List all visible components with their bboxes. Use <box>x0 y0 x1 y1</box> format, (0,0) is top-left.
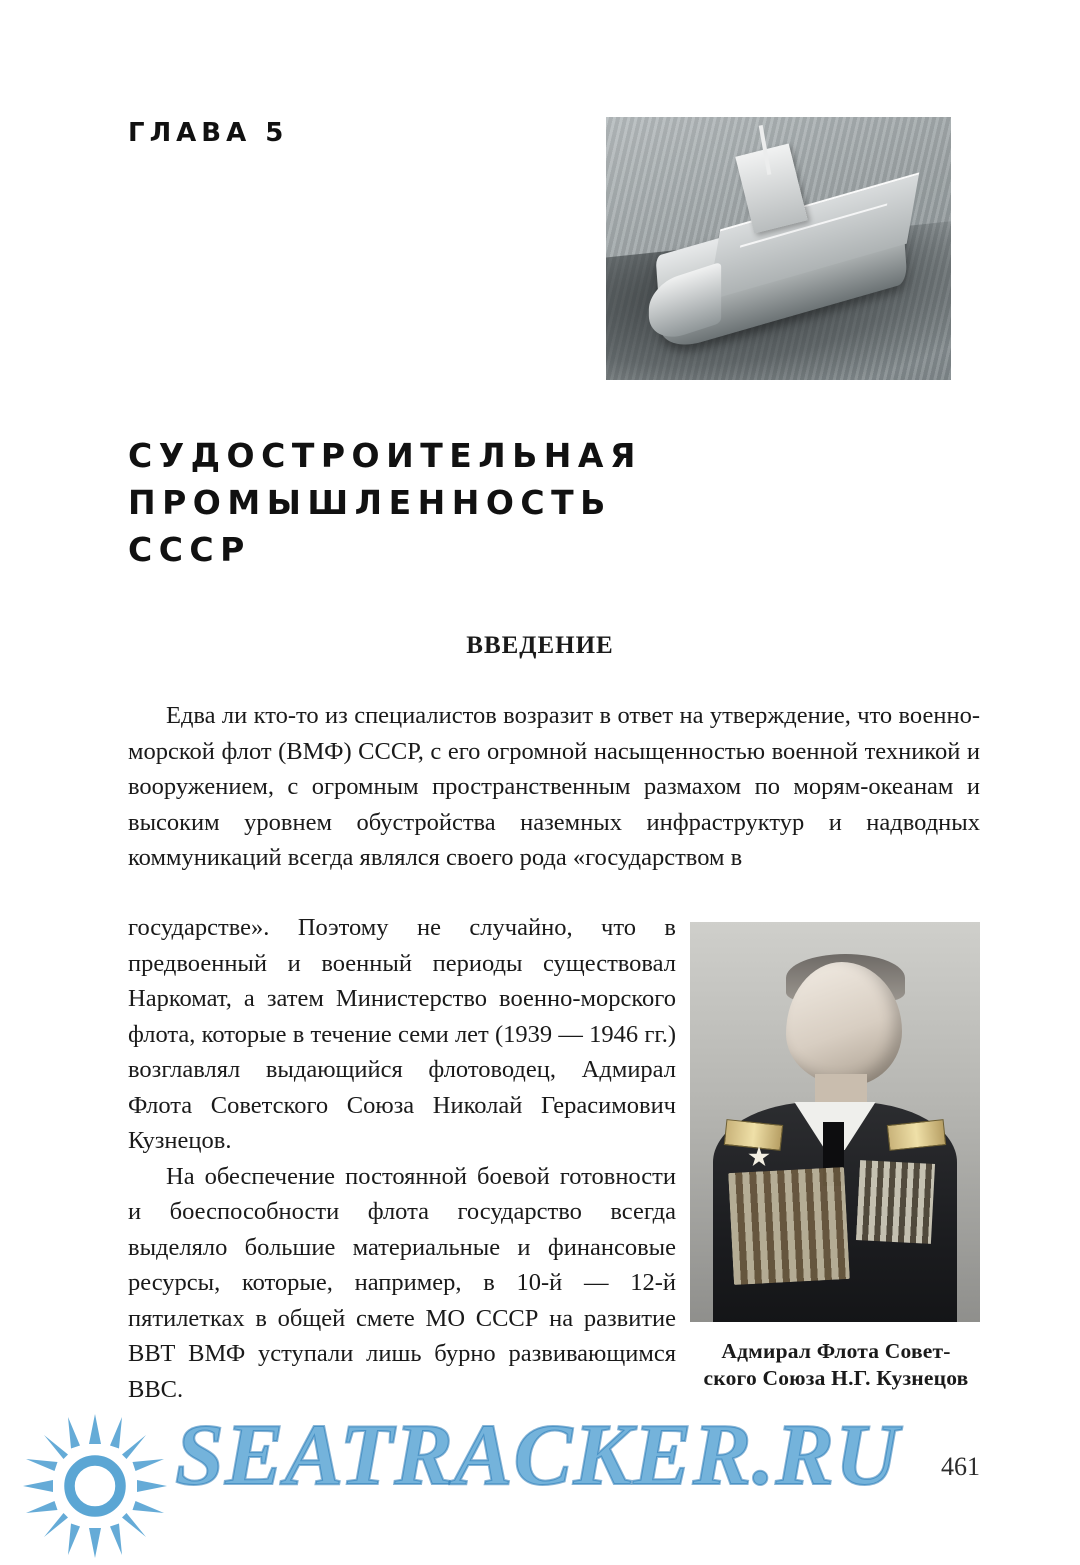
page-number: 461 <box>941 1452 980 1481</box>
body-text-full-width <box>128 698 980 876</box>
portrait-caption-line-1: Адмирал Флота Совет- <box>721 1339 951 1363</box>
paragraph-1-part-1: Едва ли кто-то из специалистов возразит в ответ на утверждение, что военно-морской флот (ВМФ) СССР, с его огромной насыщенностью военной техникой и вооружением, с огромным пространственным размахом по морям-океанам и высоким уровнем обустройства наземных инфраструктур и надводных коммуникаций всегда являлся своего рода «государством в <box>128 702 980 871</box>
portrait-caption-line-2: ского Союза Н.Г. Кузнецов <box>703 1366 969 1390</box>
portrait-caption <box>690 1338 982 1392</box>
portrait-medal-ribbons-left <box>728 1167 850 1285</box>
page-title <box>128 432 748 573</box>
paragraph-2: На обеспечение постоянной боевой готовности и боеспособности флота государство всегда выделяло большие материальные и финансовые ресурсы, которые, например, в 10-й — 12-й пятилетках в общей смете МО СССР на развитие ВВТ ВМФ уступали лишь бурно развивающимся ВВС. <box>128 1162 676 1403</box>
chapter-label: ГЛАВА 5 <box>128 118 289 148</box>
section-heading-introduction: ВВЕДЕНИЕ <box>466 632 614 659</box>
page-title-line-3: СССР <box>128 530 251 569</box>
watermark-text: SEATRACKER.RU <box>175 1407 900 1504</box>
body-text-left-column <box>128 910 676 1407</box>
portrait-medal-ribbons-right <box>856 1160 935 1244</box>
page-title-line-2: ПРОМЫШЛЕННОСТЬ <box>128 483 612 522</box>
kuznetsov-portrait-photo <box>690 922 980 1322</box>
page-title-line-1: СУДОСТРОИТЕЛЬНАЯ <box>128 436 642 475</box>
paragraph-1-part-2: государстве». Поэтому не случайно, что в предвоенный и военный периоды существовал Наркомат, а затем Министерство военно-морского флота, которые в течение семи лет (1939 — 1946 гг.) возглавлял выдающийся флотоводец, Адмирал Флота Советского Союза Николай Герасимович Кузнецов. <box>128 914 676 1154</box>
aircraft-carrier-photo <box>606 117 951 380</box>
sun-logo-icon <box>20 1411 170 1561</box>
